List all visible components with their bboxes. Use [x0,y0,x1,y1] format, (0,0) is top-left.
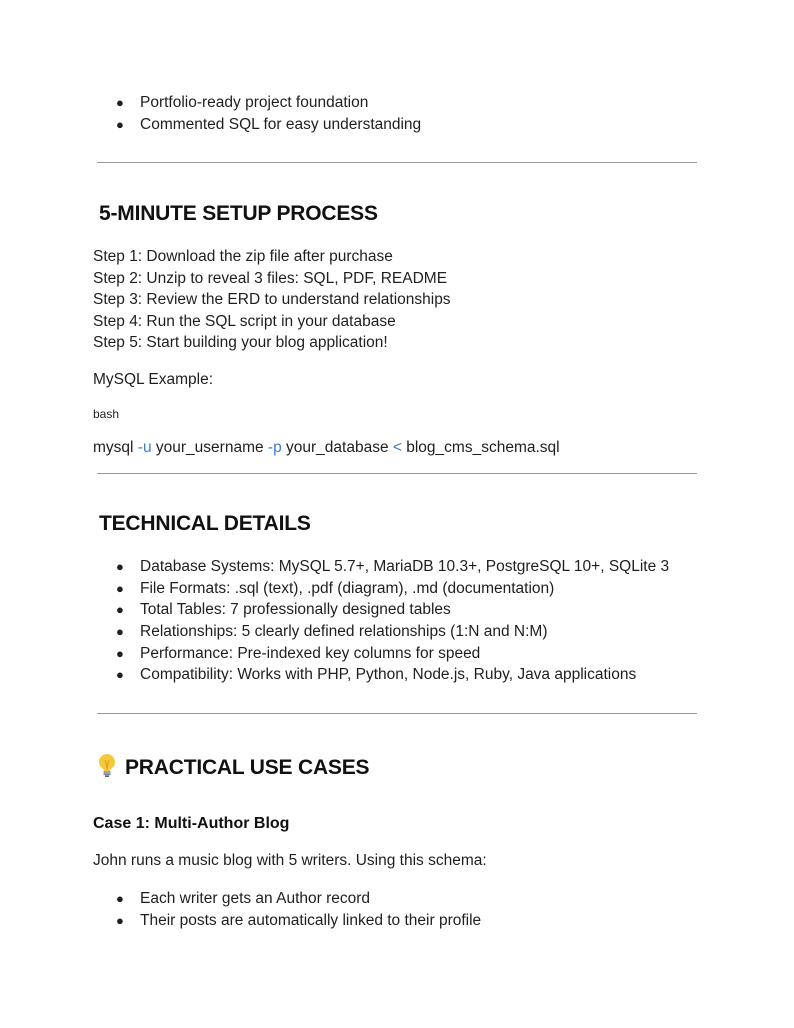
bullet-icon: ● [116,645,124,661]
setup-step: Step 4: Run the SQL script in your database [93,312,396,330]
bullet-icon: ● [116,912,124,928]
section-heading-setup: 5-MINUTE SETUP PROCESS [99,202,378,225]
case-list [116,888,481,931]
list-item: ● Their posts are automatically linked to their profile [116,910,481,932]
bullet-icon: ● [116,95,124,110]
section-heading-technical: TECHNICAL DETAILS [99,512,311,535]
case-intro: John runs a music blog with 5 writers. Using this schema: [93,852,487,869]
list-item: ● Total Tables: 7 professionally designed tables [116,599,669,621]
code-language-label: bash [93,407,120,421]
list-item: ● Compatibility: Works with PHP, Python, Node.js, Ruby, Java applications [116,664,669,686]
list-item: ● Commented SQL for easy understanding [116,114,421,136]
list-item: ● File Formats: .sql (text), .pdf (diagram), .md (documentation) [116,578,669,600]
feature-list [116,92,421,135]
example-label: MySQL Example: [93,371,214,388]
bullet-icon: ● [116,559,124,574]
setup-step: Step 2: Unzip to reveal 3 files: SQL, PDF, README [93,269,448,287]
code-command: mysql -u your_username -p your_database < blog_cms_schema.sql [93,439,560,456]
technical-list [116,556,669,686]
bullet-icon: ● [116,602,124,618]
setup-step: Step 3: Review the ERD to understand relationships [93,291,451,309]
section-heading-use-cases: PRACTICAL USE CASES [95,752,369,780]
divider [97,713,697,714]
list-item: ● Each writer gets an Author record [116,888,481,910]
setup-step: Step 1: Download the zip file after purchase [93,248,393,265]
bullet-icon: ● [116,891,124,906]
setup-steps [93,246,451,354]
bullet-icon: ● [116,580,124,596]
divider [97,473,697,474]
list-item: ● Portfolio-ready project foundation [116,92,421,114]
bullet-icon: ● [116,116,124,132]
lightbulb-icon [95,752,119,778]
bullet-icon: ● [116,624,124,640]
case-title: Case 1: Multi-Author Blog [93,815,290,832]
list-item: ● Database Systems: MySQL 5.7+, MariaDB 10.3+, PostgreSQL 10+, SQLite 3 [116,556,669,578]
bullet-icon: ● [116,667,124,683]
list-item: ● Relationships: 5 clearly defined relationships (1:N and N:M) [116,621,669,643]
setup-step: Step 5: Start building your blog application! [93,334,388,352]
list-item: ● Performance: Pre-indexed key columns for speed [116,643,669,665]
divider [97,162,697,163]
